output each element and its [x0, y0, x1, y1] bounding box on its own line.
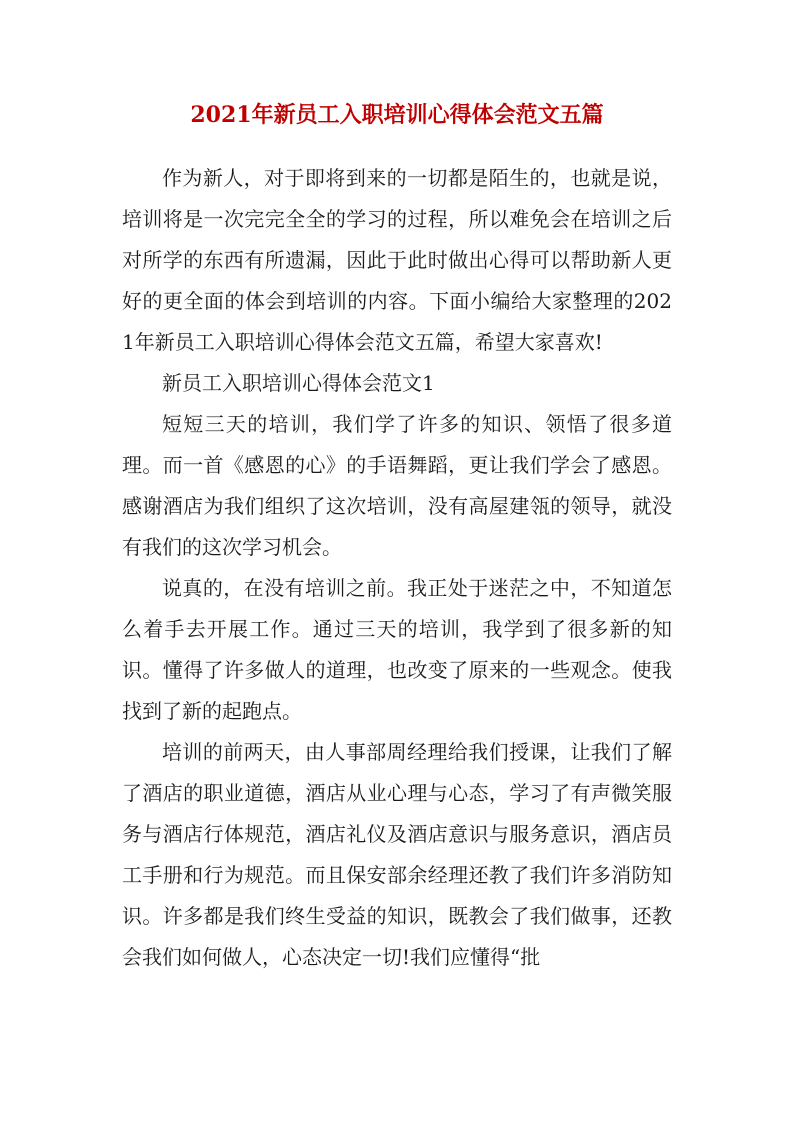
body-paragraph: 培训的前两天，由人事部周经理给我们授课，让我们了解了酒店的职业道德，酒店从业心理与心态，学习了有声微笑服务与酒店行体规范，酒店礼仪及酒店意识与服务意识，酒店员工手册和行为规范。而且保安部余经理还教了我们许多消防知识。许多都是我们终生受益的知识，既教会了我们做事，还教会我们如何做人，心态决定一切!我们应懂得“批 — [122, 740, 672, 969]
body-paragraph: 说真的，在没有培训之前。我正处于迷茫之中，不知道怎么着手去开展工作。通过三天的培训，我学到了很多新的知识。懂得了许多做人的道理，也改变了原来的一些观念。使我找到了新的起跑点。 — [122, 576, 672, 723]
document-body — [122, 158, 672, 978]
document-title: 2021年新员工入职培训心得体会范文五篇 — [190, 102, 604, 128]
body-paragraph: 短短三天的培训，我们学了许多的知识、领悟了很多道理。而一首《感恩的心》的手语舞蹈，更让我们学会了感恩。感谢酒店为我们组织了这次培训，没有高屋建瓴的领导，就没有我们的这次学习机会。 — [122, 412, 672, 559]
section-heading: 新员工入职培训心得体会范文1 — [162, 371, 435, 395]
intro-paragraph: 作为新人，对于即将到来的一切都是陌生的，也就是说，培训将是一次完完全全的学习的过程，所以难免会在培训之后对所学的东西有所遗漏，因此于此时做出心得可以帮助新人更好的更全面的体会到培训的内容。下面小编给大家整理的2021年新员工入职培训心得体会范文五篇，希望大家喜欢! — [122, 166, 672, 354]
